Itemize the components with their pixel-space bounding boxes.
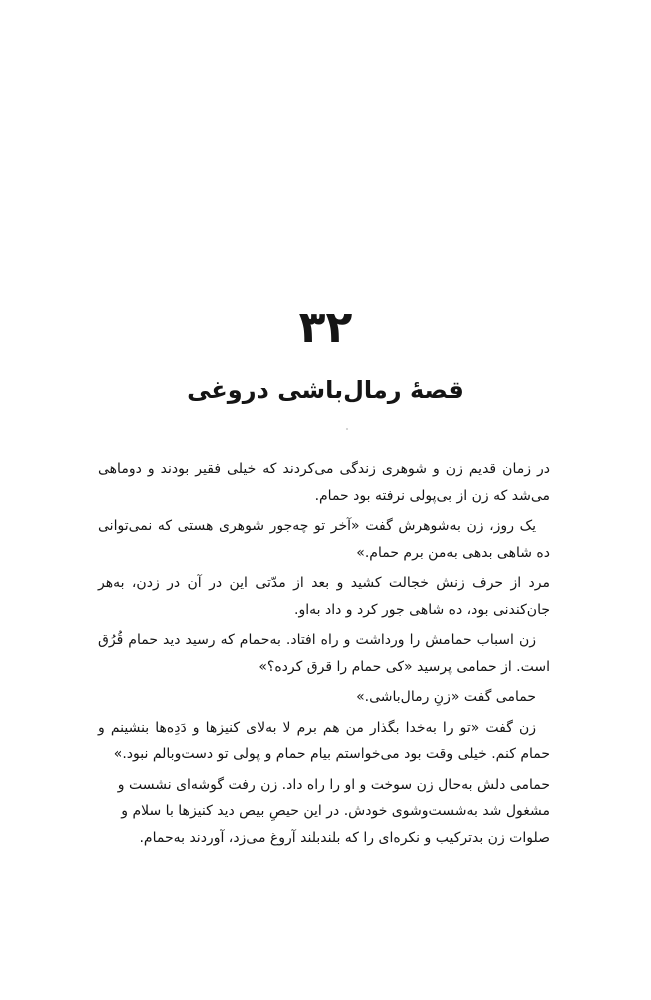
paragraph: حمامی گفت «زنِ رمال‌باشی.» [356,689,536,705]
paragraph: یک روز، زن به‌شوهرش گفت «آخر تو چه‌جور شوهری هستی که نمی‌توانی ده شاهی بدهی به‌من برم حمام.» [98,518,550,561]
paragraph: زن گفت «تو را به‌خدا بگذار من هم برم لا به‌لای کنیزها و دَدِه‌ها بنشینم و حمام کنم. خیلی وقت بود می‌خواستم بیام حمام و پولی تو دست‌وبالم نبود.» [98,719,550,762]
paragraph: حمامی دلش به‌حال زن سوخت و او را راه داد. زن رفت گوشه‌ای نشست و مشغول شد به‌شست‌وشوی خودش. در این حیصِ بیص دید کنیزها با سلام و صلوات زن بدترکیب و نکره‌ای را که بلندبلند آروغ می‌زد، آوردند به‌حمام. [117,776,550,846]
print-speck [346,428,348,430]
paragraph: زن اسباب حمامش را ورداشت و راه افتاد. به‌حمام که رسید دید حمام قُرُق است. از حمامی پرسید «کی حمام را قرق کرده؟» [98,632,550,675]
story-body [98,456,550,855]
paragraph: در زمان قدیم زن و شوهری زندگی می‌کردند که خیلی فقیر بودند و دوماهی می‌شد که زن از بی‌پولی نرفته بود حمام. [98,461,550,504]
chapter-title: قصهٔ رمال‌باشی دروغی [187,376,464,404]
paragraph: مرد از حرف زنش خجالت کشید و بعد از مدّتی این در آن در زدن، به‌هر جان‌کندنی بود، ده شاهی جور کرد و داد به‌او. [98,575,550,618]
chapter-number: ۳۲ [298,302,353,353]
